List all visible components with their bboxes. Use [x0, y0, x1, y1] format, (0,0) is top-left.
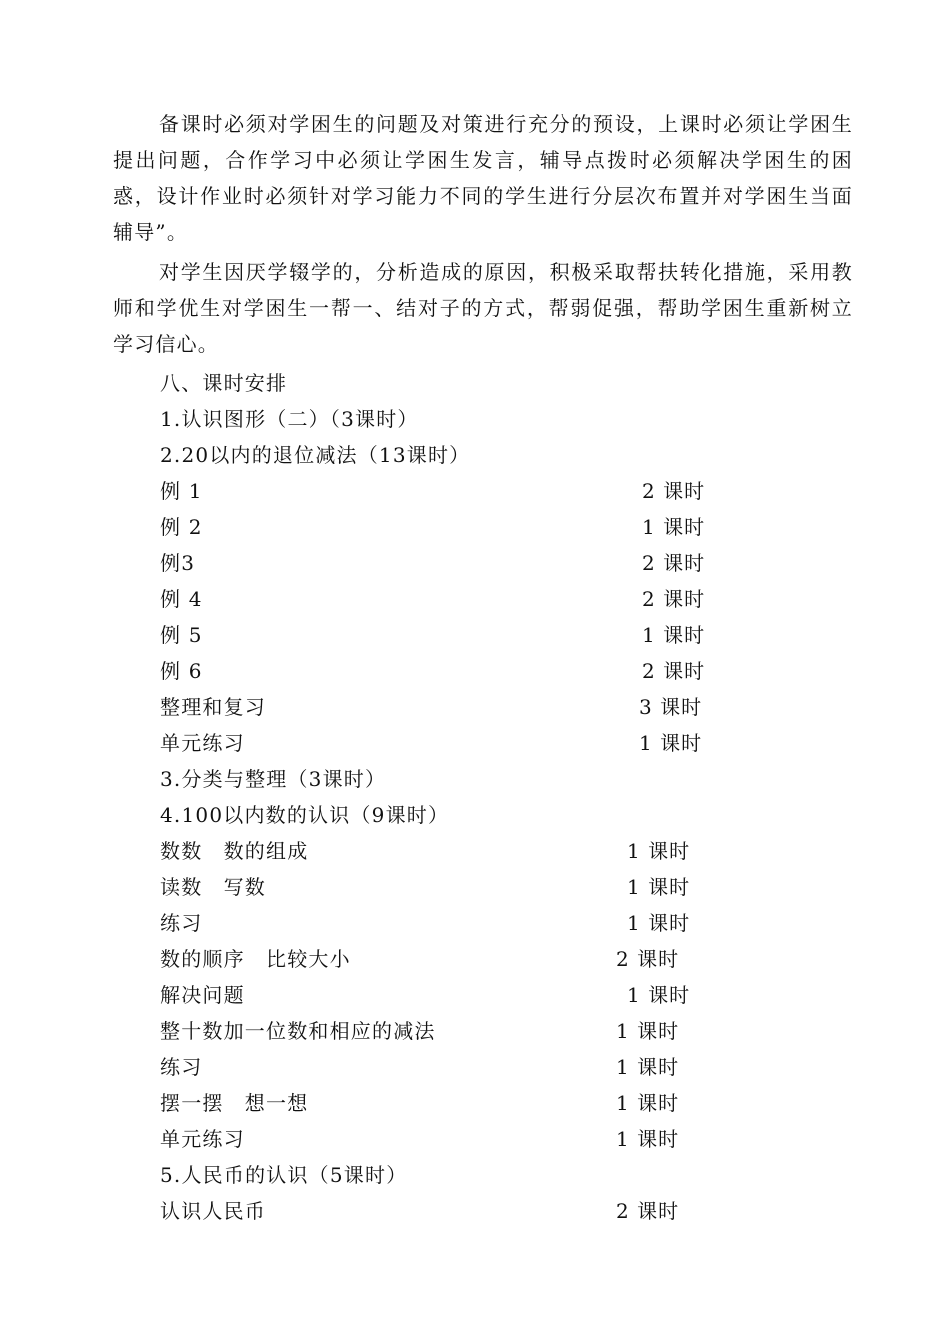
schedule-row-hours: 2 课时: [642, 587, 706, 611]
paragraph-support-measures: 对学生因厌学辍学的，分析造成的原因，积极采取帮扶转化措施，采用教师和学优生对学困生一帮一、结对子的方式，帮弱促强，帮助学困生重新树立学习信心。: [113, 260, 853, 356]
section-title: 八、课时安排: [160, 371, 288, 395]
schedule-row-label: 练习: [160, 911, 203, 935]
schedule-row-hours: 2 课时: [642, 479, 706, 503]
schedule-row-label: 认识人民币: [160, 1199, 266, 1223]
schedule-row-hours: 1 课时: [627, 839, 691, 863]
schedule-row-hours: 2 课时: [642, 551, 706, 575]
schedule-row-hours: 1 课时: [616, 1019, 680, 1043]
schedule-row-hours: 1 课时: [627, 875, 691, 899]
schedule-row-label: 数的顺序 比较大小: [160, 947, 351, 971]
schedule-row-label: 数数 数的组成: [160, 839, 309, 863]
schedule-row-label: 例 5: [160, 623, 203, 647]
schedule-row-hours: 1 课时: [627, 911, 691, 935]
schedule-row-hours: 1 课时: [627, 983, 691, 1007]
schedule-row-label: 单元练习: [160, 1127, 245, 1151]
unit-3-title: 3.分类与整理（3课时）: [160, 767, 387, 791]
schedule-row-hours: 2 课时: [642, 659, 706, 683]
unit-1-title: 1.认识图形（二）（3课时）: [160, 407, 419, 431]
paragraph-teaching-measures: 备课时必须对学困生的问题及对策进行充分的预设，上课时必须让学困生提出问题，合作学习中必须让学困生发言，辅导点拨时必须解决学困生的困惑，设计作业时必须针对学习能力不同的学生进行分层次布置并对学困生当面辅导”。: [113, 112, 853, 244]
schedule-row-label: 例 4: [160, 587, 203, 611]
schedule-row-label: 解决问题: [160, 983, 245, 1007]
unit-2-title: 2.20以内的退位减法（13课时）: [160, 443, 471, 467]
schedule-row-label: 例 1: [160, 479, 203, 503]
schedule-row-hours: 1 课时: [642, 515, 706, 539]
schedule-row-hours: 3 课时: [639, 695, 703, 719]
schedule-row-label: 整十数加一位数和相应的减法: [160, 1019, 436, 1043]
schedule-row-label: 读数 写数: [160, 875, 266, 899]
schedule-row-label: 摆一摆 想一想: [160, 1091, 309, 1115]
schedule-row-label: 例 2: [160, 515, 203, 539]
schedule-row-hours: 1 课时: [639, 731, 703, 755]
schedule-row-label: 例 6: [160, 659, 203, 683]
schedule-row-label: 例3: [160, 551, 196, 575]
schedule-row-hours: 1 课时: [616, 1055, 680, 1079]
unit-5-title: 5.人民币的认识（5课时）: [160, 1163, 408, 1187]
schedule-row-hours: 2 课时: [616, 1199, 680, 1223]
schedule-row-label: 练习: [160, 1055, 203, 1079]
schedule-row-label: 单元练习: [160, 731, 245, 755]
schedule-row-hours: 2 课时: [616, 947, 680, 971]
schedule-row-hours: 1 课时: [642, 623, 706, 647]
schedule-row-hours: 1 课时: [616, 1127, 680, 1151]
unit-4-title: 4.100以内数的认识（9课时）: [160, 803, 450, 827]
schedule-row-hours: 1 课时: [616, 1091, 680, 1115]
schedule-row-label: 整理和复习: [160, 695, 266, 719]
